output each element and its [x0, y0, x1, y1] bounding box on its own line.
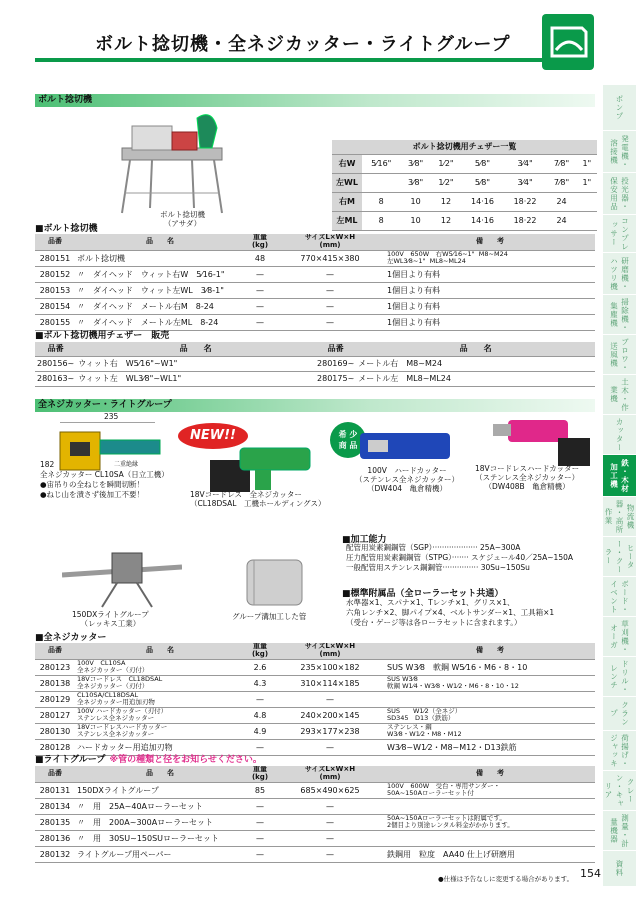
chaser-cell: 3⁄4": [504, 154, 547, 173]
bolt-threader-caption: ボルト捻切機 （アサダ）: [160, 210, 205, 228]
chaser-cell: 24: [546, 211, 576, 230]
capability-title: ■加工能力: [342, 535, 387, 545]
full-thread-cutter-table: [35, 643, 595, 756]
cell-note: 100V 650W 右W5⁄16~1" M8~M24 左WL3⁄8~1" ML8~ML24: [385, 250, 595, 266]
header-code: 品番: [315, 342, 356, 356]
cell-weight: 85: [245, 782, 275, 798]
cell-code: 280153: [35, 282, 75, 298]
chaser-cell: 8: [362, 211, 400, 230]
capability-line: 配管用炭素鋼鋼管（SGP）··················· 25A~300A: [346, 543, 521, 552]
cell-weight: —: [245, 282, 275, 298]
cell-weight: —: [245, 266, 275, 282]
chaser-cell: [362, 173, 400, 192]
title-underline: [35, 58, 545, 62]
cell-name: 〃 用 30SU~150SUローラーセット: [75, 830, 245, 846]
sidebar-tab-17[interactable]: クレーン・キャリア: [603, 771, 636, 811]
header-name: 品 名: [75, 234, 245, 250]
cell-note: 1個目より有料: [385, 298, 595, 314]
sidebar-tab-15[interactable]: クランプ: [603, 697, 636, 731]
cell-note: [385, 798, 595, 814]
cell-weight: —: [245, 739, 275, 755]
sidebar-tab-10[interactable]: 物流機器・高所作業: [603, 497, 636, 537]
cell-size: —: [275, 739, 385, 755]
cell-weight: 48: [245, 250, 275, 266]
saw-icon: [542, 14, 594, 70]
cell-size: —: [275, 314, 385, 330]
cell-note: [385, 691, 595, 707]
chaser-cell: 8: [362, 192, 400, 211]
header-name: 品 名: [75, 766, 245, 782]
cell-weight: —: [245, 298, 275, 314]
chaser-cell: 18·22: [504, 211, 547, 230]
header-note: 備 考: [385, 643, 595, 659]
chaser-cell: [577, 211, 597, 230]
cl10sa-image: [55, 422, 165, 477]
cell-code: 280131: [35, 782, 75, 798]
cell-name: 〃 ダイヘッド メートル左ML 8-24: [75, 314, 245, 330]
sidebar-tab-19[interactable]: 資料: [603, 851, 636, 887]
cell-name2: メートル左 ML8~ML24: [356, 371, 595, 386]
cell-name: ボルト捻切機: [75, 250, 245, 266]
cell-size: —: [275, 282, 385, 298]
chaser-cell: 5⁄8": [461, 154, 504, 173]
sidebar-tab-8[interactable]: カッター: [603, 415, 636, 455]
cell-code: 280132: [35, 846, 75, 862]
subtitle-chaser-sale: ■ボルト捻切機用チェザー 販売: [35, 331, 170, 341]
page-number: 154: [580, 867, 601, 880]
cell-name: 〃 用 200A~300Aローラーセット: [75, 814, 245, 830]
table-row: [35, 814, 595, 830]
table-row: [35, 798, 595, 814]
chaser-row: [332, 211, 597, 230]
sidebar-tab-4[interactable]: 研磨機・ハツリ機: [603, 253, 636, 295]
cell-size: —: [275, 814, 385, 830]
cl10sa-caption: 全ネジカッター CL10SA（日立工機） ●宙吊りの全ねじを瞬間切断！ ●ねじ山を潰さず後加工不要！: [40, 470, 169, 499]
subtitle-bolt-threader: ■ボルト捻切機: [35, 224, 98, 234]
chaser-cell: 3⁄8": [400, 173, 430, 192]
cell-code: 280123: [35, 659, 75, 675]
cell-name: 18Vコードレス CL18DSAL 全ネジカッター（刃付）: [75, 675, 245, 691]
table-row: [35, 691, 595, 707]
header-code: 品番: [35, 766, 75, 782]
header-name: 品 名: [356, 342, 595, 356]
cell-note: W3⁄8~W1⁄2・M8~M12・D13鉄筋: [385, 739, 595, 755]
chaser-cell: 5⁄16": [362, 154, 400, 173]
cell-weight: 2.6: [245, 659, 275, 675]
chaser-cell: 24: [546, 192, 576, 211]
cell-code: 280154: [35, 298, 75, 314]
cell-code: 280136: [35, 830, 75, 846]
cell-size: 235×100×182: [275, 659, 385, 675]
chaser-table-title: ボルト捻切機用チェザー一覧: [332, 140, 597, 154]
chaser-row-label: 左ML: [332, 211, 362, 230]
cell-code: 280138: [35, 675, 75, 691]
cell-note: SUS W1⁄2（全ネジ） SD345 D13（鉄筋）: [385, 707, 595, 723]
dim-width: 235: [104, 412, 119, 421]
chaser-row-label: 右M: [332, 192, 362, 211]
footer-note: ●仕様は予告なしに変更する場合があります。: [438, 875, 574, 883]
cell-name: 150DXライトグループ: [75, 782, 245, 798]
sidebar-tab-18[interactable]: 測量・計量機器: [603, 811, 636, 851]
cell-size: 240×200×145: [275, 707, 385, 723]
bolt-threader-table: [35, 234, 595, 331]
chaser-cell: 18·22: [504, 192, 547, 211]
sidebar-tab-1[interactable]: 発電機・溶接機: [603, 131, 636, 173]
cell-weight: —: [245, 814, 275, 830]
chaser-cell: 10: [400, 192, 430, 211]
cell-size: 293×177×238: [275, 723, 385, 739]
category-sidebar: [603, 85, 636, 887]
cell-weight: —: [245, 846, 275, 862]
sidebar-tab-9[interactable]: 鉄・木材加工機: [603, 455, 636, 497]
cl18dsal-caption: 18Vコードレス 全ネジカッター （CL18DSAL 工機ホールディングス）: [190, 490, 326, 508]
sidebar-tab-14[interactable]: ドリル・レンチ: [603, 657, 636, 697]
cell-name: ウィット左 WL3⁄8"~WL1": [76, 371, 315, 386]
cell-size: —: [275, 298, 385, 314]
cell-name2: メートル右 M8~M24: [356, 356, 595, 371]
category-logo: [542, 14, 594, 70]
cell-size: —: [275, 266, 385, 282]
cell-size: —: [275, 846, 385, 862]
table-row: [35, 659, 595, 675]
cell-note: SUS W3⁄8 軟鋼 W1⁄4・W3⁄8・W1⁄2・M6・8・10・12: [385, 675, 595, 691]
double-insulated-label: 二重絶縁: [114, 461, 139, 468]
cell-weight: —: [245, 314, 275, 330]
table-row: [35, 782, 595, 798]
chaser-cell: 1": [577, 154, 597, 173]
table-row: [35, 371, 595, 386]
light-group-subnote: ※管の種類と径をお知らせください。: [109, 755, 262, 765]
bolt-threader-image: [112, 108, 232, 218]
cell-note: [385, 830, 595, 846]
chaser-table: [332, 140, 597, 231]
cell-weight: 4.8: [245, 707, 275, 723]
cell-note: ステンレス・鋼 W3⁄8・W1⁄2・M8・M12: [385, 723, 595, 739]
cell-name: 100V CL10SA 全ネジカッター（刃付）: [75, 659, 245, 675]
header-name: 品 名: [75, 643, 245, 659]
cell-code: 280151: [35, 250, 75, 266]
cell-code2: 280175~: [315, 371, 356, 386]
dw404-image: [350, 428, 460, 468]
cell-size: 310×114×185: [275, 675, 385, 691]
cell-name: 〃 ダイヘッド ウィット右W 5⁄16-1": [75, 266, 245, 282]
chaser-cell: 3⁄4": [504, 173, 547, 192]
table-row: [35, 675, 595, 691]
table-header: [35, 766, 595, 782]
table-header: [35, 643, 595, 659]
cell-name: ウィット右 W5⁄16"~W1": [76, 356, 315, 371]
chaser-cell: 12: [431, 211, 461, 230]
chaser-cell: 14·16: [461, 211, 504, 230]
chaser-cell: 12: [431, 192, 461, 211]
page-title: ボルト捻切機・全ネジカッター・ライトグループ: [95, 34, 511, 55]
cell-note: 1個目より有料: [385, 282, 595, 298]
cell-code: 280128: [35, 739, 75, 755]
grooved-pipe-image: [242, 555, 312, 610]
table-header: [35, 234, 595, 250]
cell-note: 50A~150Aローラーセットは附属です。 2個目より別途レンタル料金がかかります。: [385, 814, 595, 830]
cell-weight: —: [245, 798, 275, 814]
accessories-list: [346, 598, 554, 628]
sidebar-tab-3[interactable]: コンプレッサー: [603, 215, 636, 253]
dim-height: 182: [40, 460, 55, 469]
subtitle-full-thread-cutter: ■全ネジカッター: [35, 633, 107, 643]
table-header: [35, 342, 595, 356]
chaser-row: [332, 154, 597, 173]
cell-code: 280127: [35, 707, 75, 723]
header-code: 品番: [35, 234, 75, 250]
cell-note: 1個目より有料: [385, 266, 595, 282]
table-row: [35, 830, 595, 846]
table-row: [35, 250, 595, 266]
chaser-cell: 1": [577, 173, 597, 192]
cell-size: —: [275, 830, 385, 846]
cell-name: 〃 ダイヘッド ウィット左WL 3⁄8-1": [75, 282, 245, 298]
table-row: [35, 723, 595, 739]
chaser-cell: 5⁄8": [461, 173, 504, 192]
capability-list: [346, 543, 573, 573]
chaser-sale-table: [35, 342, 595, 387]
cell-code: 280152: [35, 266, 75, 282]
cell-size: 770×415×380: [275, 250, 385, 266]
cell-code: 280130: [35, 723, 75, 739]
table-row: [35, 846, 595, 862]
cell-code: 280129: [35, 691, 75, 707]
light-group-caption: 150DXライトグループ （レッキス工業）: [72, 610, 149, 628]
chaser-row-label: 左WL: [332, 173, 362, 192]
accessories-line: 六角レンチ×2、脚パイプ×4、ベルトサンダー×1、工具箱×1: [346, 608, 555, 617]
chaser-cell: 7⁄8": [546, 173, 576, 192]
header-code: 品番: [35, 643, 75, 659]
chaser-cell: 1⁄2": [431, 154, 461, 173]
accessories-line: （受台・ゲージ等は各ローラセットに含まれます。）: [346, 618, 522, 627]
header-size: サイズL×W×H (mm): [275, 234, 385, 250]
table-row: [35, 298, 595, 314]
cell-note: SUS W3⁄8 軟鋼 W5⁄16・M6・8・10: [385, 659, 595, 675]
chaser-row-label: 右W: [332, 154, 362, 173]
cell-code: 280135: [35, 814, 75, 830]
chaser-cell: 1⁄2": [431, 173, 461, 192]
cell-name: ハードカッター用追加刃物: [75, 739, 245, 755]
cell-note: 1個目より有料: [385, 314, 595, 330]
chaser-cell: 7⁄8": [546, 154, 576, 173]
light-group-image: [62, 545, 182, 610]
sidebar-tab-2[interactable]: 投光器・保安用品: [603, 173, 636, 215]
sidebar-tab-7[interactable]: 土木・作業機: [603, 375, 636, 415]
table-row: [35, 282, 595, 298]
header-size: サイズL×W×H (mm): [275, 643, 385, 659]
sidebar-tab-12[interactable]: ボード・イベント: [603, 577, 636, 617]
cell-code2: 280169~: [315, 356, 356, 371]
cell-size: —: [275, 798, 385, 814]
chaser-cell: 10: [400, 211, 430, 230]
chaser-cell: 14·16: [461, 192, 504, 211]
chaser-cell: [577, 192, 597, 211]
dw404-caption: 100V ハードカッター （ステンレス全ネジカッター） （DW404 亀倉精機）: [355, 466, 459, 493]
rare-badge: 希 少 商 品: [330, 422, 366, 458]
grooved-pipe-caption: グループ溝加工した管: [232, 612, 307, 621]
cell-size: —: [275, 691, 385, 707]
table-row: [35, 707, 595, 723]
cell-weight: —: [245, 691, 275, 707]
header-weight: 重量 (kg): [245, 643, 275, 659]
cell-note: 鉄鋼用 粒度 AA40 仕上げ研磨用: [385, 846, 595, 862]
section-bar-cutters: 全ネジカッター・ライトグループ: [35, 399, 595, 412]
cell-size: 685×490×625: [275, 782, 385, 798]
cell-weight: 4.3: [245, 675, 275, 691]
light-group-table: [35, 766, 595, 863]
new-badge: NEW!!: [178, 423, 248, 449]
cell-weight: —: [245, 830, 275, 846]
table-row: [35, 266, 595, 282]
table-row: [35, 356, 595, 371]
sidebar-tab-13[interactable]: 草刈機・オーガ: [603, 617, 636, 657]
cell-weight: 4.9: [245, 723, 275, 739]
capability-line: 一般配管用ステンレス鋼鋼管··············· 30Su~150Su: [346, 563, 530, 572]
cell-name: CL10SA/CL18DSAL 全ネジカッター用追加刃物: [75, 691, 245, 707]
dw408b-image: [488, 410, 598, 470]
accessories-title: ■標準附属品（全ローラーセット共通）: [342, 589, 504, 599]
header-note: 備 考: [385, 766, 595, 782]
cell-note: 100V 600W 受台・専用サンダー・ 50A~150Aローラーセット付: [385, 782, 595, 798]
subtitle-light-group: [35, 752, 262, 765]
dw408b-caption: 18Vコードレスハードカッター （ステンレス全ネジカッター） （DW408B 亀倉精機）: [475, 464, 580, 491]
header-weight: 重量 (kg): [245, 234, 275, 250]
cell-code: 280155: [35, 314, 75, 330]
header-weight: 重量 (kg): [245, 766, 275, 782]
cell-name: 〃 用 25A~40Aローラーセット: [75, 798, 245, 814]
sidebar-tab-5[interactable]: 掃除機・集塵機: [603, 295, 636, 335]
header-code: 品番: [35, 342, 76, 356]
sidebar-tab-6[interactable]: ブロワ・送風機: [603, 335, 636, 375]
capability-line: 圧力配管用炭素鋼鋼管（STPG）······· スケジュール40／25A~150A: [346, 553, 573, 562]
header-size: サイズL×W×H (mm): [275, 766, 385, 782]
section-bar-bolt-threader: ボルト捻切機: [35, 94, 595, 107]
cell-name: 100V ハードカッター（刃付） ステンレス全ネジカッター: [75, 707, 245, 723]
sidebar-tab-16[interactable]: 荷揚げ・ジャッキ: [603, 731, 636, 771]
cell-code: 280134: [35, 798, 75, 814]
header-note: 備 考: [385, 234, 595, 250]
cell-name: 〃 ダイヘッド メートル右M 8-24: [75, 298, 245, 314]
cell-name: ライトグループ用ペーパー: [75, 846, 245, 862]
chaser-row: [332, 173, 597, 192]
cell-name: 18Vコードレスハードカッター ステンレス全ネジカッター: [75, 723, 245, 739]
cell-code: 280163~: [35, 371, 76, 386]
header-name: 品 名: [76, 342, 315, 356]
cell-code: 280156~: [35, 356, 76, 371]
sidebar-tab-11[interactable]: ヒーター・クーラー: [603, 537, 636, 577]
sidebar-tab-0[interactable]: ポンプ: [603, 85, 636, 131]
subtitle-light-group-text: ■ライトグループ: [35, 755, 106, 765]
chaser-row: [332, 192, 597, 211]
chaser-cell: 3⁄8": [400, 154, 430, 173]
accessories-line: 水準器×1、スパナ×1、Tレンチ×1、グリス×1、: [346, 598, 515, 607]
